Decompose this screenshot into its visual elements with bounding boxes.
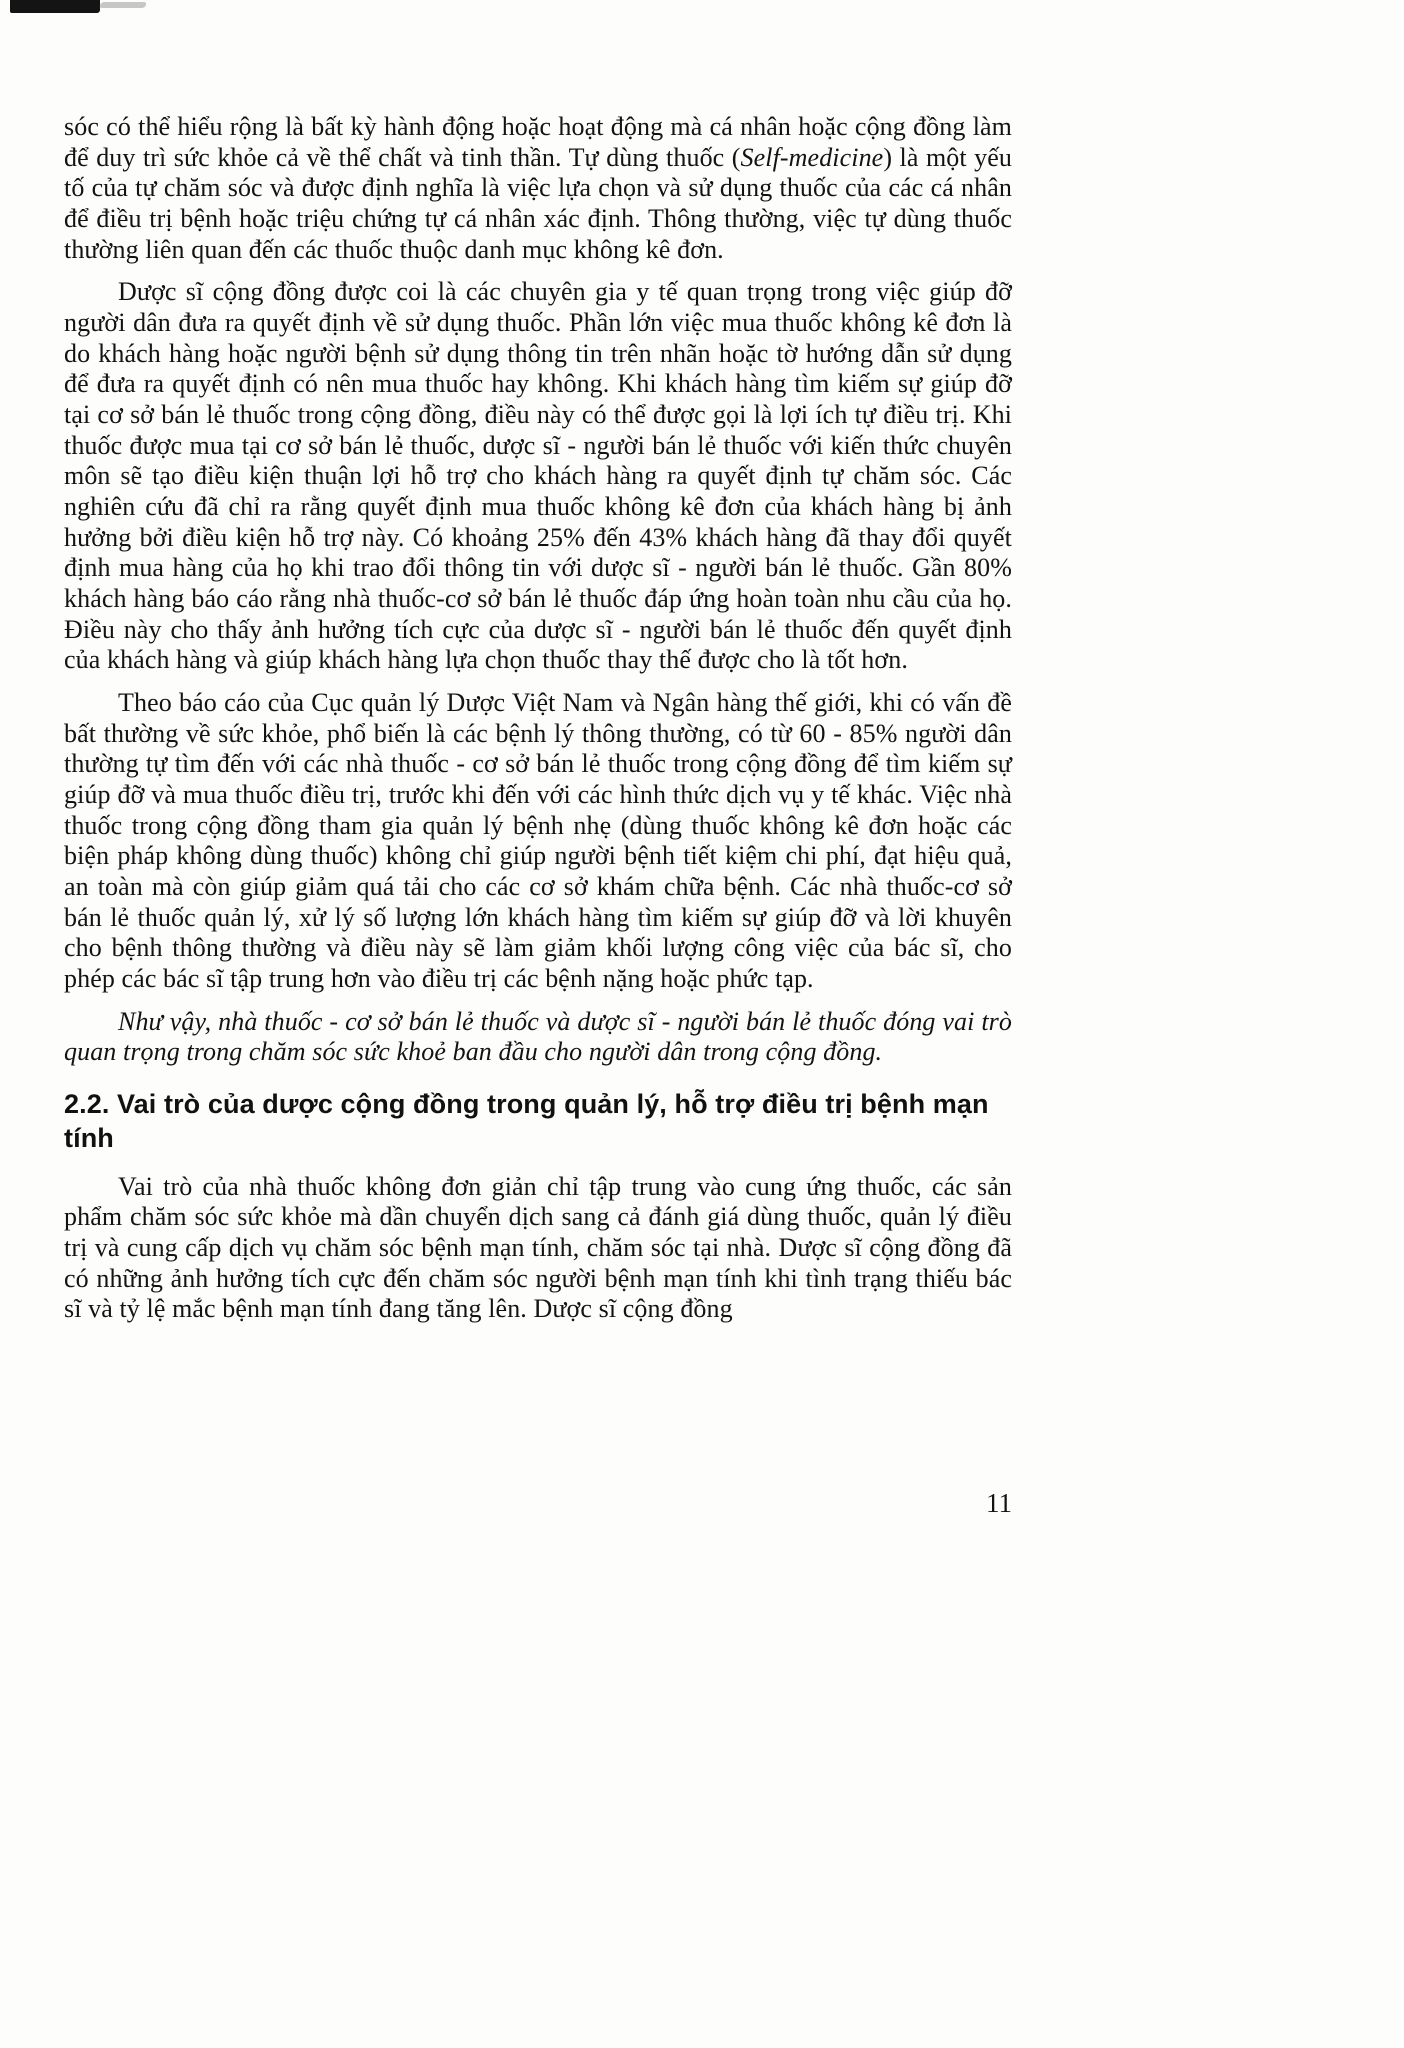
scan-artifact-top-left <box>10 0 100 13</box>
paragraph-self-care-continuation: sóc có thể hiểu rộng là bất kỳ hành động hoặc hoạt động mà cá nhân hoặc cộng đồng làm để duy trì sức khỏe cả về thể chất và tinh thần. Tự dùng thuốc (Self-medicine) là một yếu tố của tự chăm sóc và được định nghĩa là việc lựa chọn và sử dụng thuốc của các cá nhân để điều trị bệnh hoặc triệu chứng tự cá nhân xác định. Thông thường, việc tự dùng thuốc thường liên quan đến các thuốc thuộc danh mục không kê đơn. <box>64 112 1013 264</box>
paragraph-chronic-disease-intro: Vai trò của nhà thuốc không đơn giản chỉ tập trung vào cung ứng thuốc, các sản phẩm chăm sóc sức khỏe mà dần chuyển dịch sang cả đánh giá dùng thuốc, quản lý điều trị và cung cấp dịch vụ chăm sóc bệnh mạn tính, chăm sóc tại nhà. Dược sĩ cộng đồng đã có những ảnh hưởng tích cực đến chăm sóc người bệnh mạn tính khi tình trạng thiếu bác sĩ và tỷ lệ mắc bệnh mạn tính đang tăng lên. Dược sĩ cộng đồng <box>64 1171 1012 1324</box>
scan-artifact-smudge <box>99 2 147 8</box>
section-heading-2-2: 2.2. Vai trò của dược cộng đồng trong quản lý, hỗ trợ điều trị bệnh mạn tính <box>64 1089 989 1153</box>
paragraph-dav-world-bank-report: Theo báo cáo của Cục quản lý Dược Việt Nam và Ngân hàng thế giới, khi có vấn đề bất thường về sức khỏe, phổ biến là các bệnh lý thông thường, có từ 60 - 85% người dân thường tự tìm đến với các nhà thuốc - cơ sở bán lẻ thuốc trong cộng đồng để tìm kiếm sự giúp đỡ và mua thuốc điều trị, trước khi đến với các hình thức dịch vụ y tế khác. Việc nhà thuốc trong cộng đồng tham gia quản lý bệnh nhẹ (dùng thuốc không kê đơn hoặc các biện pháp không dùng thuốc) không chỉ giúp người bệnh tiết kiệm chi phí, đạt hiệu quả, an toàn mà còn giúp giảm quá tải cho các cơ sở khám chữa bệnh. Các nhà thuốc-cơ sở bán lẻ thuốc quản lý, xử lý số lượng lớn khách hàng tìm kiếm sự giúp đỡ và lời khuyên cho bệnh thông thường và điều này sẽ làm giảm khối lượng công việc của bác sĩ, cho phép các bác sĩ tập trung hơn vào điều trị các bệnh nặng hoặc phức tạp. <box>64 688 1012 994</box>
page-number: 11 <box>986 1488 1012 1518</box>
paragraph-conclusion-italic: Như vậy, nhà thuốc - cơ sở bán lẻ thuốc và dược sĩ - người bán lẻ thuốc đóng vai trò quan trọng trong chăm sóc sức khoẻ ban đầu cho người dân trong cộng đồng. <box>64 1006 1012 1067</box>
page-body-text <box>64 112 1012 1337</box>
paragraph-community-pharmacist-role: Dược sĩ cộng đồng được coi là các chuyên gia y tế quan trọng trong việc giúp đỡ người dân đưa ra quyết định về sử dụng thuốc. Phần lớn việc mua thuốc không kê đơn là do khách hàng hoặc người bệnh sử dụng thông tin trên nhãn hoặc tờ hướng dẫn sử dụng để đưa ra quyết định có nên mua thuốc hay không. Khi khách hàng tìm kiếm sự giúp đỡ tại cơ sở bán lẻ thuốc trong cộng đồng, điều này có thể được gọi là lợi ích tự điều trị. Khi thuốc được mua tại cơ sở bán lẻ thuốc, dược sĩ - người bán lẻ thuốc với kiến thức chuyên môn sẽ tạo điều kiện thuận lợi hỗ trợ cho khách hàng ra quyết định tự chăm sóc. Các nghiên cứu đã chỉ ra rằng quyết định mua thuốc không kê đơn của khách hàng bị ảnh hưởng bởi điều kiện hỗ trợ này. Có khoảng 25% đến 43% khách hàng đã thay đổi quyết định mua hàng của họ khi trao đổi thông tin với dược sĩ - người bán lẻ thuốc. Gần 80% khách hàng báo cáo rằng nhà thuốc-cơ sở bán lẻ thuốc đáp ứng hoàn toàn nhu cầu của họ. Điều này cho thấy ảnh hưởng tích cực của dược sĩ - người bán lẻ thuốc đến quyết định của khách hàng và giúp khách hàng lựa chọn thuốc thay thế được cho là tốt hơn. <box>64 277 1012 675</box>
